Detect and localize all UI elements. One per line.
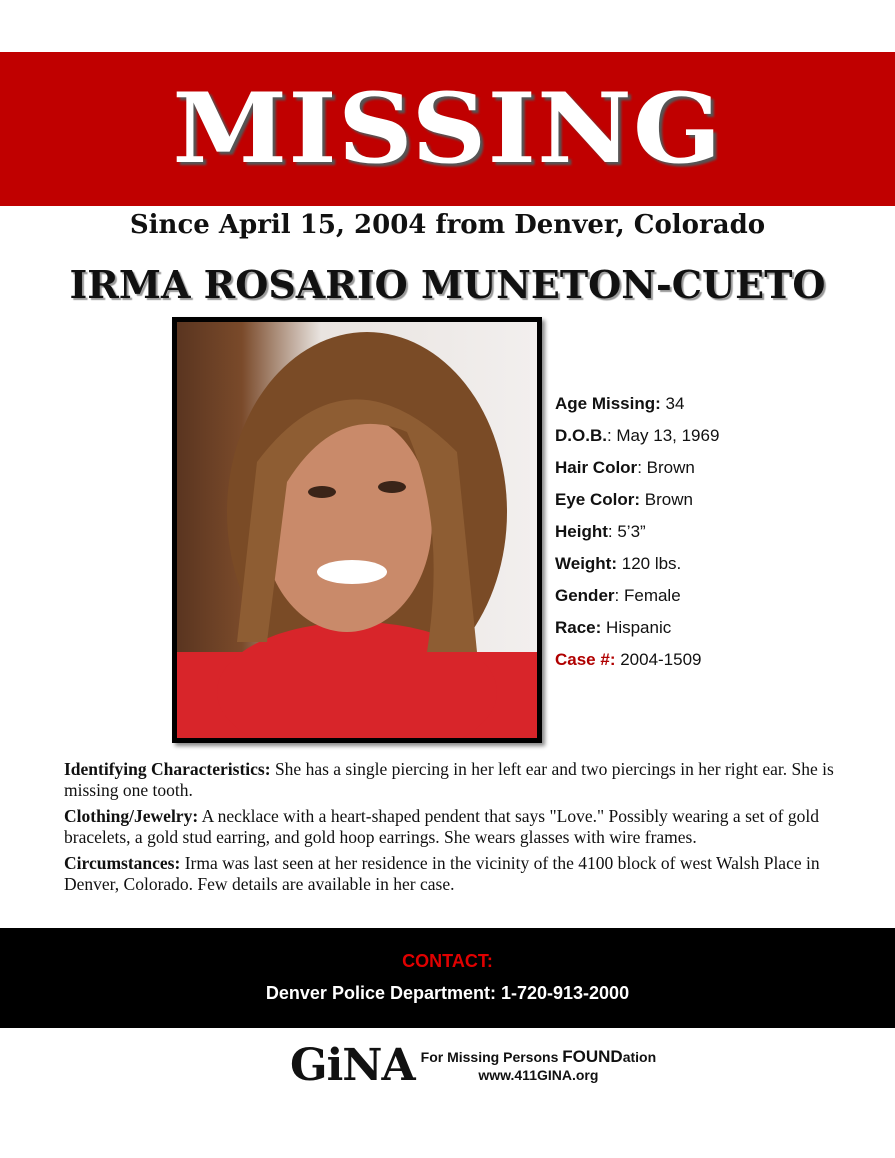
fact-weight: Weight: 120 lbs.: [555, 554, 682, 573]
fact-age: Age Missing: 34: [555, 394, 685, 413]
fact-height: Height: 5’3”: [555, 522, 646, 541]
person-photo: [172, 317, 542, 743]
fact-hair: Hair Color: Brown: [555, 458, 695, 477]
fact-eye: Eye Color: Brown: [555, 490, 693, 509]
fact-race: Race: Hispanic: [555, 618, 672, 637]
identifying-characteristics: Identifying Characteristics: She has a single piercing in her left ear and two piercings in her right ear. She is missing one tooth.: [64, 759, 834, 800]
gina-logo: [290, 1040, 656, 1091]
details: [64, 759, 844, 900]
clothing-jewelry: Clothing/Jewelry: A necklace with a heart-shaped pendent that says "Love." Possibly wearing a set of gold bracelets, a gold stud earring, and gold hoop earrings. She wears glasses with wire frames.: [64, 806, 819, 847]
logo-mark: GiNA: [290, 1040, 415, 1091]
facts-list: [555, 393, 719, 681]
missing-since: Since April 15, 2004 from Denver, Colorado: [129, 210, 766, 240]
missing-title: MISSING: [172, 72, 723, 185]
contact-value: Denver Police Department: 1-720-913-2000: [265, 983, 630, 1003]
person-name: IRMA ROSARIO MUNETON-CUETO: [69, 262, 826, 307]
fact-dob: D.O.B.: May 13, 1969: [555, 426, 720, 445]
fact-gender: Gender: Female: [555, 586, 681, 605]
logo-url: www.411GINA.org: [478, 1066, 599, 1083]
fact-case: Case #: 2004-1509: [555, 650, 702, 669]
contact-band: [0, 928, 895, 1028]
missing-banner: [0, 52, 895, 206]
contact-label: CONTACT:: [402, 951, 493, 971]
logo-tagline: For Missing Persons FOUNDation: [420, 1046, 657, 1066]
circumstances: Circumstances: Irma was last seen at her residence in the vicinity of the 4100 block of west Walsh Place in Denver, Colorado. Few details are available in her case.: [64, 853, 820, 894]
